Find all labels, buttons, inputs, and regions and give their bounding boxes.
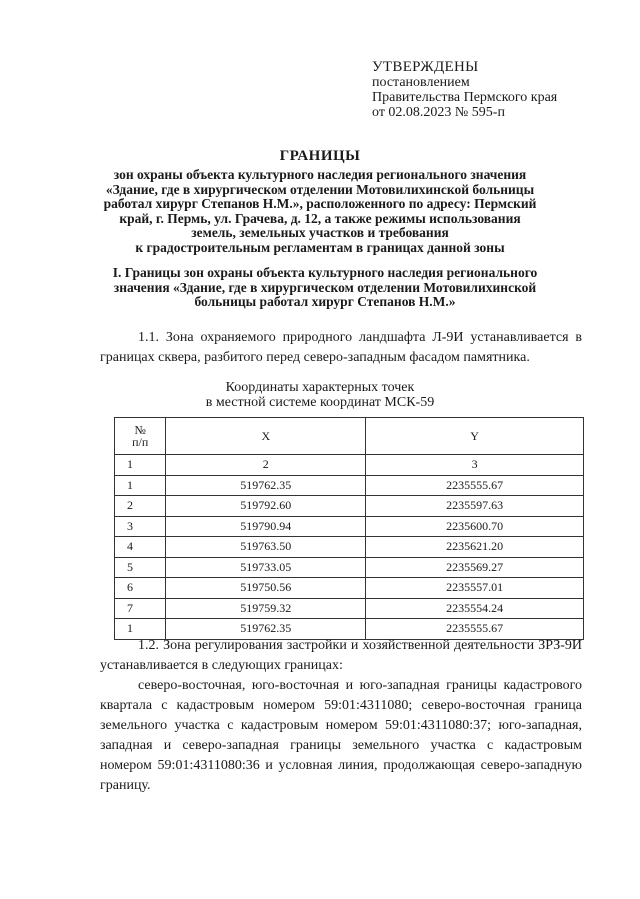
caption-line: Координаты характерных точек <box>225 380 415 395</box>
table-caption <box>0 380 640 410</box>
paragraph-1-2: 1.2. Зона регулирования застройки и хозяйственной деятельности ЗРЗ-9И устанавливается в следующих границах: <box>100 638 582 673</box>
approval-line: постановлением <box>372 75 470 90</box>
table-row: 3 519790.94 2235600.70 <box>115 516 584 537</box>
table-index-row: 1 2 3 <box>115 455 584 476</box>
header-y: Y <box>366 418 584 455</box>
paragraph-1-1: 1.1. Зона охраняемого природного ландшафта Л-9И устанавливается в границах сквера, разбитого перед северо-западным фасадом памятника. <box>100 330 582 365</box>
document-subtitle <box>90 168 550 255</box>
approval-line: от 02.08.2023 № 595-п <box>372 105 505 120</box>
table-row: 7 519759.32 2235554.24 <box>115 598 584 619</box>
header-x: X <box>166 418 366 455</box>
table-row: 1 519762.35 2235555.67 <box>115 475 584 496</box>
section-line: I. Границы зон охраны объекта культурного наследия регионального <box>112 265 538 280</box>
table-row: 4 519763.50 2235621.20 <box>115 537 584 558</box>
section-line: больницы работал хирург Степанов Н.М.» <box>194 294 456 309</box>
subtitle-line: зон охраны объекта культурного наследия регионального значения <box>113 167 527 182</box>
subtitle-line: земель, земельных участков и требования <box>191 225 449 240</box>
table-row: 2 519792.60 2235597.63 <box>115 496 584 517</box>
section-heading <box>105 266 545 310</box>
table-header-row <box>115 418 584 455</box>
approval-heading: УТВЕРЖДЕНЫ <box>372 59 479 75</box>
paragraph-boundary: северо-восточная, юго-восточная и юго-западная границы кадастрового квартала с кадастровым номером 59:01:4311080; северо-восточная граница земельного участка с кадастровым номером 59:01:4311080:37; юго-западная, западная и северо-западная границы земельного участка с кадастровым номером 59:01:4311080:36 и условная линия, продолжающая северо-западную границу. <box>100 678 582 793</box>
table-row: 5 519733.05 2235569.27 <box>115 557 584 578</box>
subtitle-line: край, г. Пермь, ул. Грачева, д. 12, а также режимы использования <box>119 210 521 226</box>
caption-line: в местной системе координат МСК-59 <box>205 395 435 410</box>
header-number: № п/п <box>115 418 166 455</box>
approval-line: Правительства Пермского края <box>372 90 558 105</box>
subtitle-line: к градостроительным регламентам в границах данной зоны <box>135 239 505 255</box>
section-line: значения «Здание, где в хирургическом отделении Мотовилихинской <box>113 279 537 295</box>
document-title: ГРАНИЦЫ <box>279 148 361 164</box>
table-row: 6 519750.56 2235557.01 <box>115 578 584 599</box>
coordinates-table <box>114 417 584 640</box>
table-row: 1 519762.35 2235555.67 <box>115 619 584 640</box>
subtitle-line: работал хирург Степанов Н.М.», расположенного по адресу: Пермский <box>103 196 537 211</box>
approval-block <box>372 60 557 120</box>
subtitle-line: «Здание, где в хирургическом отделении Мотовилихинской больницы <box>105 181 535 197</box>
